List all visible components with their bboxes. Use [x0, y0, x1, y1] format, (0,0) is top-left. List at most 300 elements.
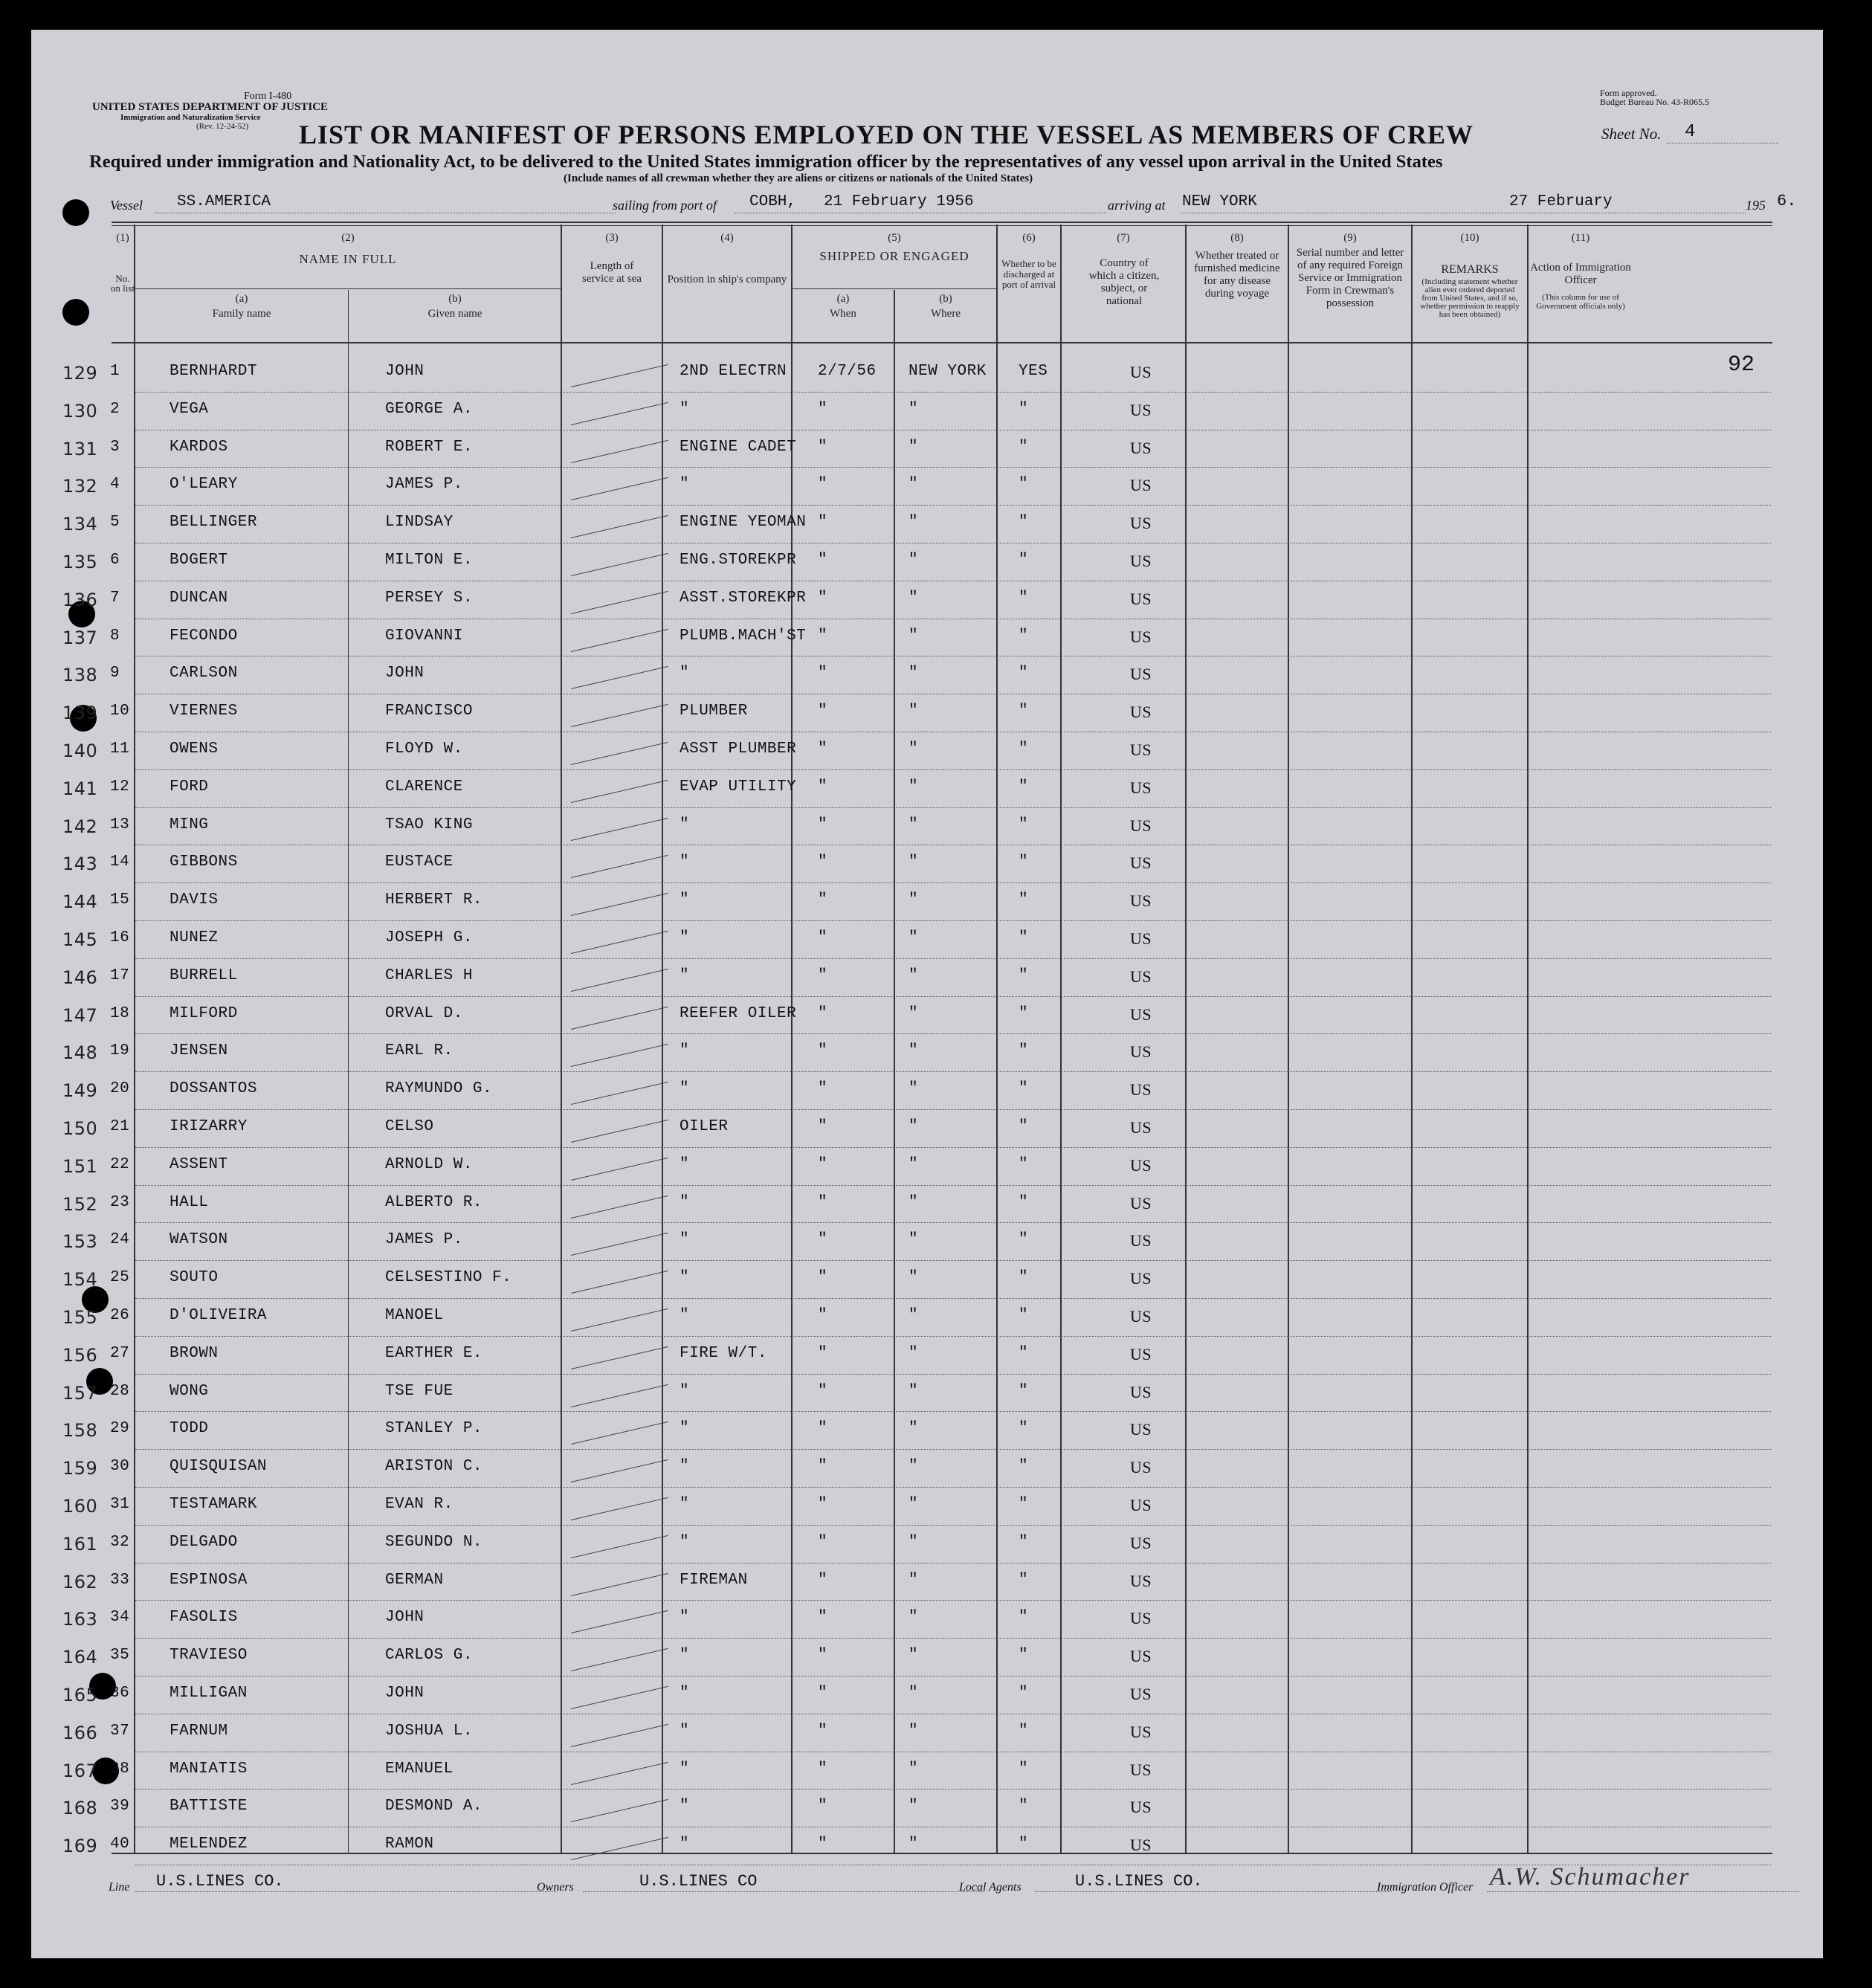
col11-note: (This column for use of Government officials only): [1536, 293, 1625, 311]
row-handwritten-number: 151: [62, 1155, 98, 1177]
row-shipped-when: ": [818, 627, 828, 645]
row-list-number: 31: [110, 1496, 130, 1513]
row-given-name: FRANCISCO: [385, 703, 473, 720]
row-rule: [135, 769, 1771, 770]
row-country: US: [1130, 853, 1152, 873]
service-slash-mark: [571, 628, 668, 651]
row-shipped-where: ": [908, 1080, 919, 1098]
row-shipped-when: ": [818, 1155, 828, 1173]
row-list-number: 17: [110, 966, 130, 984]
row-family-name: CARLSON: [170, 665, 238, 682]
officer-underline: [1487, 1891, 1799, 1892]
row-rule: [135, 882, 1771, 883]
row-list-number: 7: [110, 589, 120, 607]
row-family-name: VIERNES: [170, 703, 238, 720]
row-family-name: DAVIS: [170, 891, 219, 909]
row-given-name: EVAN R.: [385, 1496, 454, 1513]
row-position: PLUMB.MACH'ST: [680, 627, 807, 645]
row-family-name: NUNEZ: [170, 929, 219, 946]
row-list-number: 30: [110, 1458, 130, 1476]
row-family-name: BATTISTE: [170, 1798, 248, 1816]
row-family-name: QUISQUISAN: [170, 1458, 268, 1476]
row-rule: [135, 1185, 1771, 1186]
service-slash-mark: [571, 1271, 668, 1294]
row-list-number: 38: [110, 1760, 130, 1778]
punch-hole: [62, 199, 89, 226]
row-rule: [135, 505, 1771, 506]
col5-number: (5): [888, 232, 901, 244]
col-line: [1527, 225, 1529, 1853]
row-shipped-where: ": [908, 966, 919, 984]
row-family-name: MELENDEZ: [170, 1836, 248, 1853]
row-country: US: [1130, 1420, 1152, 1439]
row-country: US: [1130, 1760, 1152, 1779]
row-country: US: [1130, 1685, 1152, 1703]
row-shipped-when: ": [818, 929, 828, 946]
row-list-number: 18: [110, 1004, 130, 1022]
col10-note: (Including statement whether alien ever ordered deported from United States, and if so, whether permission to reapply has been obtained): [1420, 277, 1520, 319]
row-handwritten-number: 156: [62, 1344, 98, 1366]
row-handwritten-number: 166: [62, 1722, 98, 1743]
row-list-number: 37: [110, 1722, 130, 1740]
row-position: ": [680, 1193, 690, 1211]
row-shipped-where: ": [908, 1647, 919, 1665]
line-label: Line: [109, 1881, 130, 1894]
sheet-label: Sheet No.: [1601, 125, 1662, 143]
row-handwritten-number: 152: [62, 1193, 98, 1215]
row-list-number: 13: [110, 816, 130, 833]
row-shipped-where: ": [908, 552, 919, 569]
row-family-name: BERNHARDT: [170, 363, 257, 380]
row-given-name: FLOYD W.: [385, 740, 463, 758]
col7-number: (7): [1117, 232, 1130, 244]
year-prefix: 195: [1746, 198, 1766, 213]
row-shipped-when: ": [818, 1269, 828, 1287]
col5a-number: (a): [836, 293, 850, 305]
row-shipped-where: ": [908, 665, 919, 682]
row-position: ": [680, 1798, 690, 1816]
col5-title: SHIPPED OR ENGAGED: [819, 249, 969, 263]
row-position: ASST.STOREKPR: [680, 589, 807, 607]
row-list-number: 25: [110, 1269, 130, 1287]
row-discharged: ": [1019, 1798, 1029, 1816]
row-given-name: MILTON E.: [385, 552, 473, 569]
row-given-name: CHARLES H: [385, 966, 473, 984]
row-list-number: 28: [110, 1382, 130, 1400]
row-shipped-where: ": [908, 1042, 919, 1060]
row-position: ": [680, 929, 690, 946]
owners-label: Owners: [537, 1881, 574, 1894]
row-country: US: [1130, 1004, 1152, 1024]
row-discharged: ": [1019, 929, 1029, 946]
row-shipped-when: ": [818, 1722, 828, 1740]
row-shipped-when: ": [818, 1420, 828, 1438]
row-list-number: 27: [110, 1344, 130, 1362]
col10-number: (10): [1460, 232, 1479, 244]
punch-hole: [62, 299, 89, 326]
row-position: 2ND ELECTRN: [680, 363, 787, 380]
col4-title: Position in ship's company: [667, 274, 787, 285]
row-shipped-when: ": [818, 1042, 828, 1060]
row-discharged: ": [1019, 627, 1029, 645]
col9-title: Serial number and letter of any required Foreign Service or Immigration Form in Crewman's possession: [1296, 247, 1404, 309]
row-handwritten-number: 140: [62, 740, 98, 761]
row-shipped-when: ": [818, 1836, 828, 1853]
row-position: ": [680, 665, 690, 682]
col11-number: (11): [1571, 232, 1590, 244]
row-given-name: ALBERTO R.: [385, 1193, 483, 1211]
row-shipped-when: ": [818, 740, 828, 758]
row-position: ": [680, 1836, 690, 1853]
row-country: US: [1130, 665, 1152, 684]
col2a-number: (a): [235, 293, 248, 305]
row-list-number: 3: [110, 438, 120, 456]
col2a-title: Family name: [212, 308, 271, 320]
row-shipped-where: ": [908, 1836, 919, 1853]
row-given-name: SEGUNDO N.: [385, 1533, 483, 1551]
row-given-name: JOHN: [385, 363, 425, 380]
table-top-border: [112, 222, 1772, 223]
row-discharged: ": [1019, 778, 1029, 795]
row-handwritten-number: 149: [62, 1080, 98, 1102]
row-shipped-where: ": [908, 1722, 919, 1740]
sail-date: 21 February 1956: [824, 193, 974, 210]
row-list-number: 12: [110, 778, 130, 795]
row-rule: [135, 392, 1771, 393]
row-family-name: OWENS: [170, 740, 219, 758]
col6-title: Whether to be discharged at port of arrival: [1001, 258, 1056, 290]
col2b-title: Given name: [427, 308, 482, 320]
row-shipped-where: ": [908, 1231, 919, 1249]
row-family-name: GIBBONS: [170, 853, 238, 871]
col2-number: (2): [341, 232, 355, 244]
row-country: US: [1130, 1496, 1152, 1514]
arriving-label: arriving at: [1108, 198, 1166, 213]
row-rule: [135, 467, 1771, 468]
row-shipped-when: ": [818, 552, 828, 569]
row-shipped-when: ": [818, 966, 828, 984]
row-list-number: 33: [110, 1571, 130, 1589]
row-country: US: [1130, 1042, 1152, 1062]
department-name: UNITED STATES DEPARTMENT OF JUSTICE: [92, 101, 329, 113]
service-slash-mark: [571, 1006, 668, 1029]
row-shipped-when: ": [818, 778, 828, 795]
row-position: ": [680, 853, 690, 871]
row-given-name: EUSTACE: [385, 853, 454, 871]
row-handwritten-number: 130: [62, 400, 98, 422]
row-family-name: MING: [170, 816, 209, 833]
service-slash-mark: [571, 969, 668, 992]
form-approved: Form approved.: [1600, 88, 1657, 98]
row-shipped-where: ": [908, 929, 919, 946]
row-country: US: [1130, 438, 1152, 457]
row-discharged: ": [1019, 1647, 1029, 1665]
row-shipped-where: ": [908, 891, 919, 909]
row-list-number: 26: [110, 1307, 130, 1324]
col-line: [134, 225, 135, 1853]
row-handwritten-number: 137: [62, 627, 98, 648]
row-given-name: EARTHER E.: [385, 1344, 483, 1362]
row-discharged: ": [1019, 1080, 1029, 1098]
form-number: Form I-480: [244, 91, 292, 102]
row-family-name: BURRELL: [170, 966, 238, 984]
row-discharged: ": [1019, 1042, 1029, 1060]
header-bottom-border: [112, 342, 1772, 343]
manifest-note: (Include names of all crewman whether they are aliens or citizens or nationals of the United States): [564, 172, 1033, 184]
row-position: ": [680, 1420, 690, 1438]
row-given-name: STANLEY P.: [385, 1420, 483, 1438]
row-discharged: ": [1019, 853, 1029, 871]
service-slash-mark: [571, 742, 668, 765]
service-slash-mark: [571, 402, 668, 425]
table-top-border-2: [112, 225, 1772, 226]
row-given-name: JOSEPH G.: [385, 929, 473, 946]
row-handwritten-number: 142: [62, 816, 98, 837]
row-discharged: ": [1019, 1231, 1029, 1249]
row-position: ": [680, 1647, 690, 1665]
row-country: US: [1130, 1231, 1152, 1250]
service-slash-mark: [571, 1044, 668, 1067]
row-shipped-when: ": [818, 1496, 828, 1513]
row-list-number: 39: [110, 1798, 130, 1816]
row-discharged: ": [1019, 552, 1029, 569]
row-list-number: 2: [110, 400, 120, 418]
row-discharged: ": [1019, 1836, 1029, 1853]
row-shipped-when: ": [818, 703, 828, 720]
row-discharged: ": [1019, 438, 1029, 456]
service-slash-mark: [571, 893, 668, 916]
row-shipped-when: ": [818, 1344, 828, 1362]
service-slash-mark: [571, 1572, 668, 1595]
col7-title: Country of which a citizen, subject, or national: [1088, 257, 1160, 307]
row-rule: [135, 1638, 1771, 1639]
row-list-number: 15: [110, 891, 130, 909]
row-shipped-when: ": [818, 1798, 828, 1816]
row-discharged: ": [1019, 1118, 1029, 1135]
row-given-name: CELSO: [385, 1118, 434, 1135]
row-position: ": [680, 1042, 690, 1060]
row-position: ": [680, 891, 690, 909]
row-given-name: JOHN: [385, 1609, 425, 1627]
row-position: ": [680, 1269, 690, 1287]
col-line: [791, 225, 793, 1853]
budget-bureau: Budget Bureau No. 43-R065.5: [1600, 97, 1709, 107]
row-family-name: BROWN: [170, 1344, 219, 1362]
row-country: US: [1130, 1269, 1152, 1288]
col8-number: (8): [1230, 232, 1244, 244]
service-slash-mark: [571, 817, 668, 840]
row-list-number: 21: [110, 1118, 130, 1135]
row-family-name: O'LEARY: [170, 476, 238, 494]
service-slash-mark: [571, 1384, 668, 1407]
row-country: US: [1130, 778, 1152, 797]
col2b-number: (b): [448, 293, 462, 305]
row-discharged: ": [1019, 400, 1029, 418]
row-shipped-where: ": [908, 400, 919, 418]
row-given-name: JOHN: [385, 1685, 425, 1702]
row-handwritten-number: 161: [62, 1533, 98, 1555]
row-family-name: DUNCAN: [170, 589, 228, 607]
row-position: ENG.STOREKPR: [680, 552, 797, 569]
shipped-subheader-line: [793, 288, 996, 289]
row-handwritten-number: 157: [62, 1382, 98, 1404]
row-list-number: 1: [110, 363, 120, 380]
row-shipped-where: ": [908, 476, 919, 494]
row-position: FIREMAN: [680, 1571, 748, 1589]
service-slash-mark: [571, 704, 668, 727]
row-list-number: 16: [110, 929, 130, 946]
row-shipped-when: ": [818, 1307, 828, 1324]
col3-number: (3): [605, 232, 619, 244]
row-handwritten-number: 168: [62, 1798, 98, 1819]
col9-number: (9): [1343, 232, 1357, 244]
row-handwritten-number: 136: [62, 589, 98, 610]
row-shipped-where: ": [908, 1609, 919, 1627]
row-shipped-when: ": [818, 1004, 828, 1022]
service-slash-mark: [571, 1648, 668, 1671]
row-rule: [135, 1600, 1771, 1601]
row-discharged: ": [1019, 1420, 1029, 1438]
row-list-number: 8: [110, 627, 120, 645]
row-handwritten-number: 132: [62, 476, 98, 497]
row-handwritten-number: 138: [62, 665, 98, 686]
row-shipped-where: ": [908, 1269, 919, 1287]
row-country: US: [1130, 1571, 1152, 1590]
service-slash-mark: [571, 1799, 668, 1822]
row-handwritten-number: 159: [62, 1458, 98, 1479]
service-slash-mark: [571, 1761, 668, 1784]
row-list-number: 9: [110, 665, 120, 682]
row-country: US: [1130, 1533, 1152, 1552]
row-position: FIRE W/T.: [680, 1344, 767, 1362]
row-rule: [135, 1109, 1771, 1110]
row-discharged: ": [1019, 1269, 1029, 1287]
col6-number: (6): [1022, 232, 1036, 244]
row-given-name: DESMOND A.: [385, 1798, 483, 1816]
row-shipped-when: ": [818, 1458, 828, 1476]
col8-title: Whether treated or furnished medicine for any disease during voyage: [1194, 250, 1280, 300]
row-shipped-where: ": [908, 1193, 919, 1211]
vessel-label: Vessel: [110, 198, 143, 213]
row-shipped-when: ": [818, 665, 828, 682]
sailing-label: sailing from port of: [613, 198, 717, 213]
row-given-name: TSAO KING: [385, 816, 473, 833]
row-discharged: ": [1019, 1155, 1029, 1173]
row-position: PLUMBER: [680, 703, 748, 720]
row-rule: [135, 1222, 1771, 1223]
row-position: EVAP UTILITY: [680, 778, 797, 795]
service-slash-mark: [571, 1724, 668, 1747]
row-rule: [135, 1525, 1771, 1526]
service-slash-mark: [571, 1120, 668, 1143]
row-rule: [135, 920, 1771, 921]
name-subheader-line: [135, 288, 561, 289]
table-bottom-border: [112, 1853, 1772, 1854]
row-rule: [135, 807, 1771, 808]
row-rule: [135, 1487, 1771, 1488]
row-discharged: ": [1019, 665, 1029, 682]
row-given-name: CLARENCE: [385, 778, 463, 795]
service-slash-mark: [571, 1346, 668, 1369]
row-family-name: HALL: [170, 1193, 209, 1211]
row-position: ASST PLUMBER: [680, 740, 797, 758]
row-list-number: 23: [110, 1193, 130, 1211]
row-position: ": [680, 1080, 690, 1098]
row-country: US: [1130, 1836, 1152, 1855]
row-handwritten-number: 150: [62, 1118, 98, 1139]
row-position: ": [680, 1722, 690, 1740]
year-suffix: 6.: [1777, 192, 1797, 210]
row-rule: [135, 1071, 1771, 1072]
row-list-number: 5: [110, 514, 120, 532]
service-name: Immigration and Naturalization Service: [120, 113, 261, 122]
row-shipped-when: ": [818, 1533, 828, 1551]
row-rule: [135, 1260, 1771, 1261]
service-slash-mark: [571, 1308, 668, 1332]
row-list-number: 32: [110, 1533, 130, 1551]
col-line: [561, 225, 562, 1853]
row-family-name: VEGA: [170, 400, 209, 418]
row-handwritten-number: 167: [62, 1760, 98, 1781]
row-position: ": [680, 1685, 690, 1702]
line-underline: [135, 1891, 556, 1892]
row-given-name: GEORGE A.: [385, 400, 473, 418]
row-shipped-when: ": [818, 1685, 828, 1702]
row-country: US: [1130, 929, 1152, 948]
row-country: US: [1130, 1155, 1152, 1175]
service-slash-mark: [571, 1233, 668, 1256]
row-discharged: ": [1019, 1685, 1029, 1702]
row-family-name: WATSON: [170, 1231, 228, 1249]
row-family-name: FASOLIS: [170, 1609, 238, 1627]
row-handwritten-number: 160: [62, 1496, 98, 1517]
row-list-number: 14: [110, 853, 130, 871]
row-shipped-where: ": [908, 1004, 919, 1022]
row-shipped-when: 2/7/56: [818, 363, 877, 380]
col-line: [1411, 225, 1413, 1853]
row-discharged: ": [1019, 476, 1029, 494]
row-given-name: RAMON: [385, 1836, 434, 1853]
row-given-name: JOHN: [385, 665, 425, 682]
col-line: [662, 225, 663, 1853]
row-handwritten-number: 134: [62, 514, 98, 535]
line-value: U.S.LINES CO.: [156, 1872, 284, 1891]
row-handwritten-number: 148: [62, 1042, 98, 1064]
row-shipped-when: ": [818, 1609, 828, 1627]
row-position: ": [680, 1155, 690, 1173]
row-shipped-where: ": [908, 853, 919, 871]
row-shipped-where: ": [908, 778, 919, 795]
service-slash-mark: [571, 1686, 668, 1709]
owners-value: U.S.LINES CO: [639, 1872, 758, 1891]
row-shipped-where: ": [908, 514, 919, 532]
row-handwritten-number: 155: [62, 1307, 98, 1328]
row-shipped-when: ": [818, 1080, 828, 1098]
service-slash-mark: [571, 780, 668, 803]
row-discharged: ": [1019, 703, 1029, 720]
row-shipped-when: ": [818, 476, 828, 494]
row-list-number: 20: [110, 1080, 130, 1098]
row-position: OILER: [680, 1118, 729, 1135]
row-shipped-when: ": [818, 400, 828, 418]
row-shipped-when: ": [818, 1571, 828, 1589]
row-given-name: GIOVANNI: [385, 627, 463, 645]
row-position: ": [680, 476, 690, 494]
officer-label: Immigration Officer: [1377, 1881, 1474, 1894]
row-shipped-when: ": [818, 438, 828, 456]
row-country: US: [1130, 1609, 1152, 1628]
service-slash-mark: [571, 515, 668, 538]
